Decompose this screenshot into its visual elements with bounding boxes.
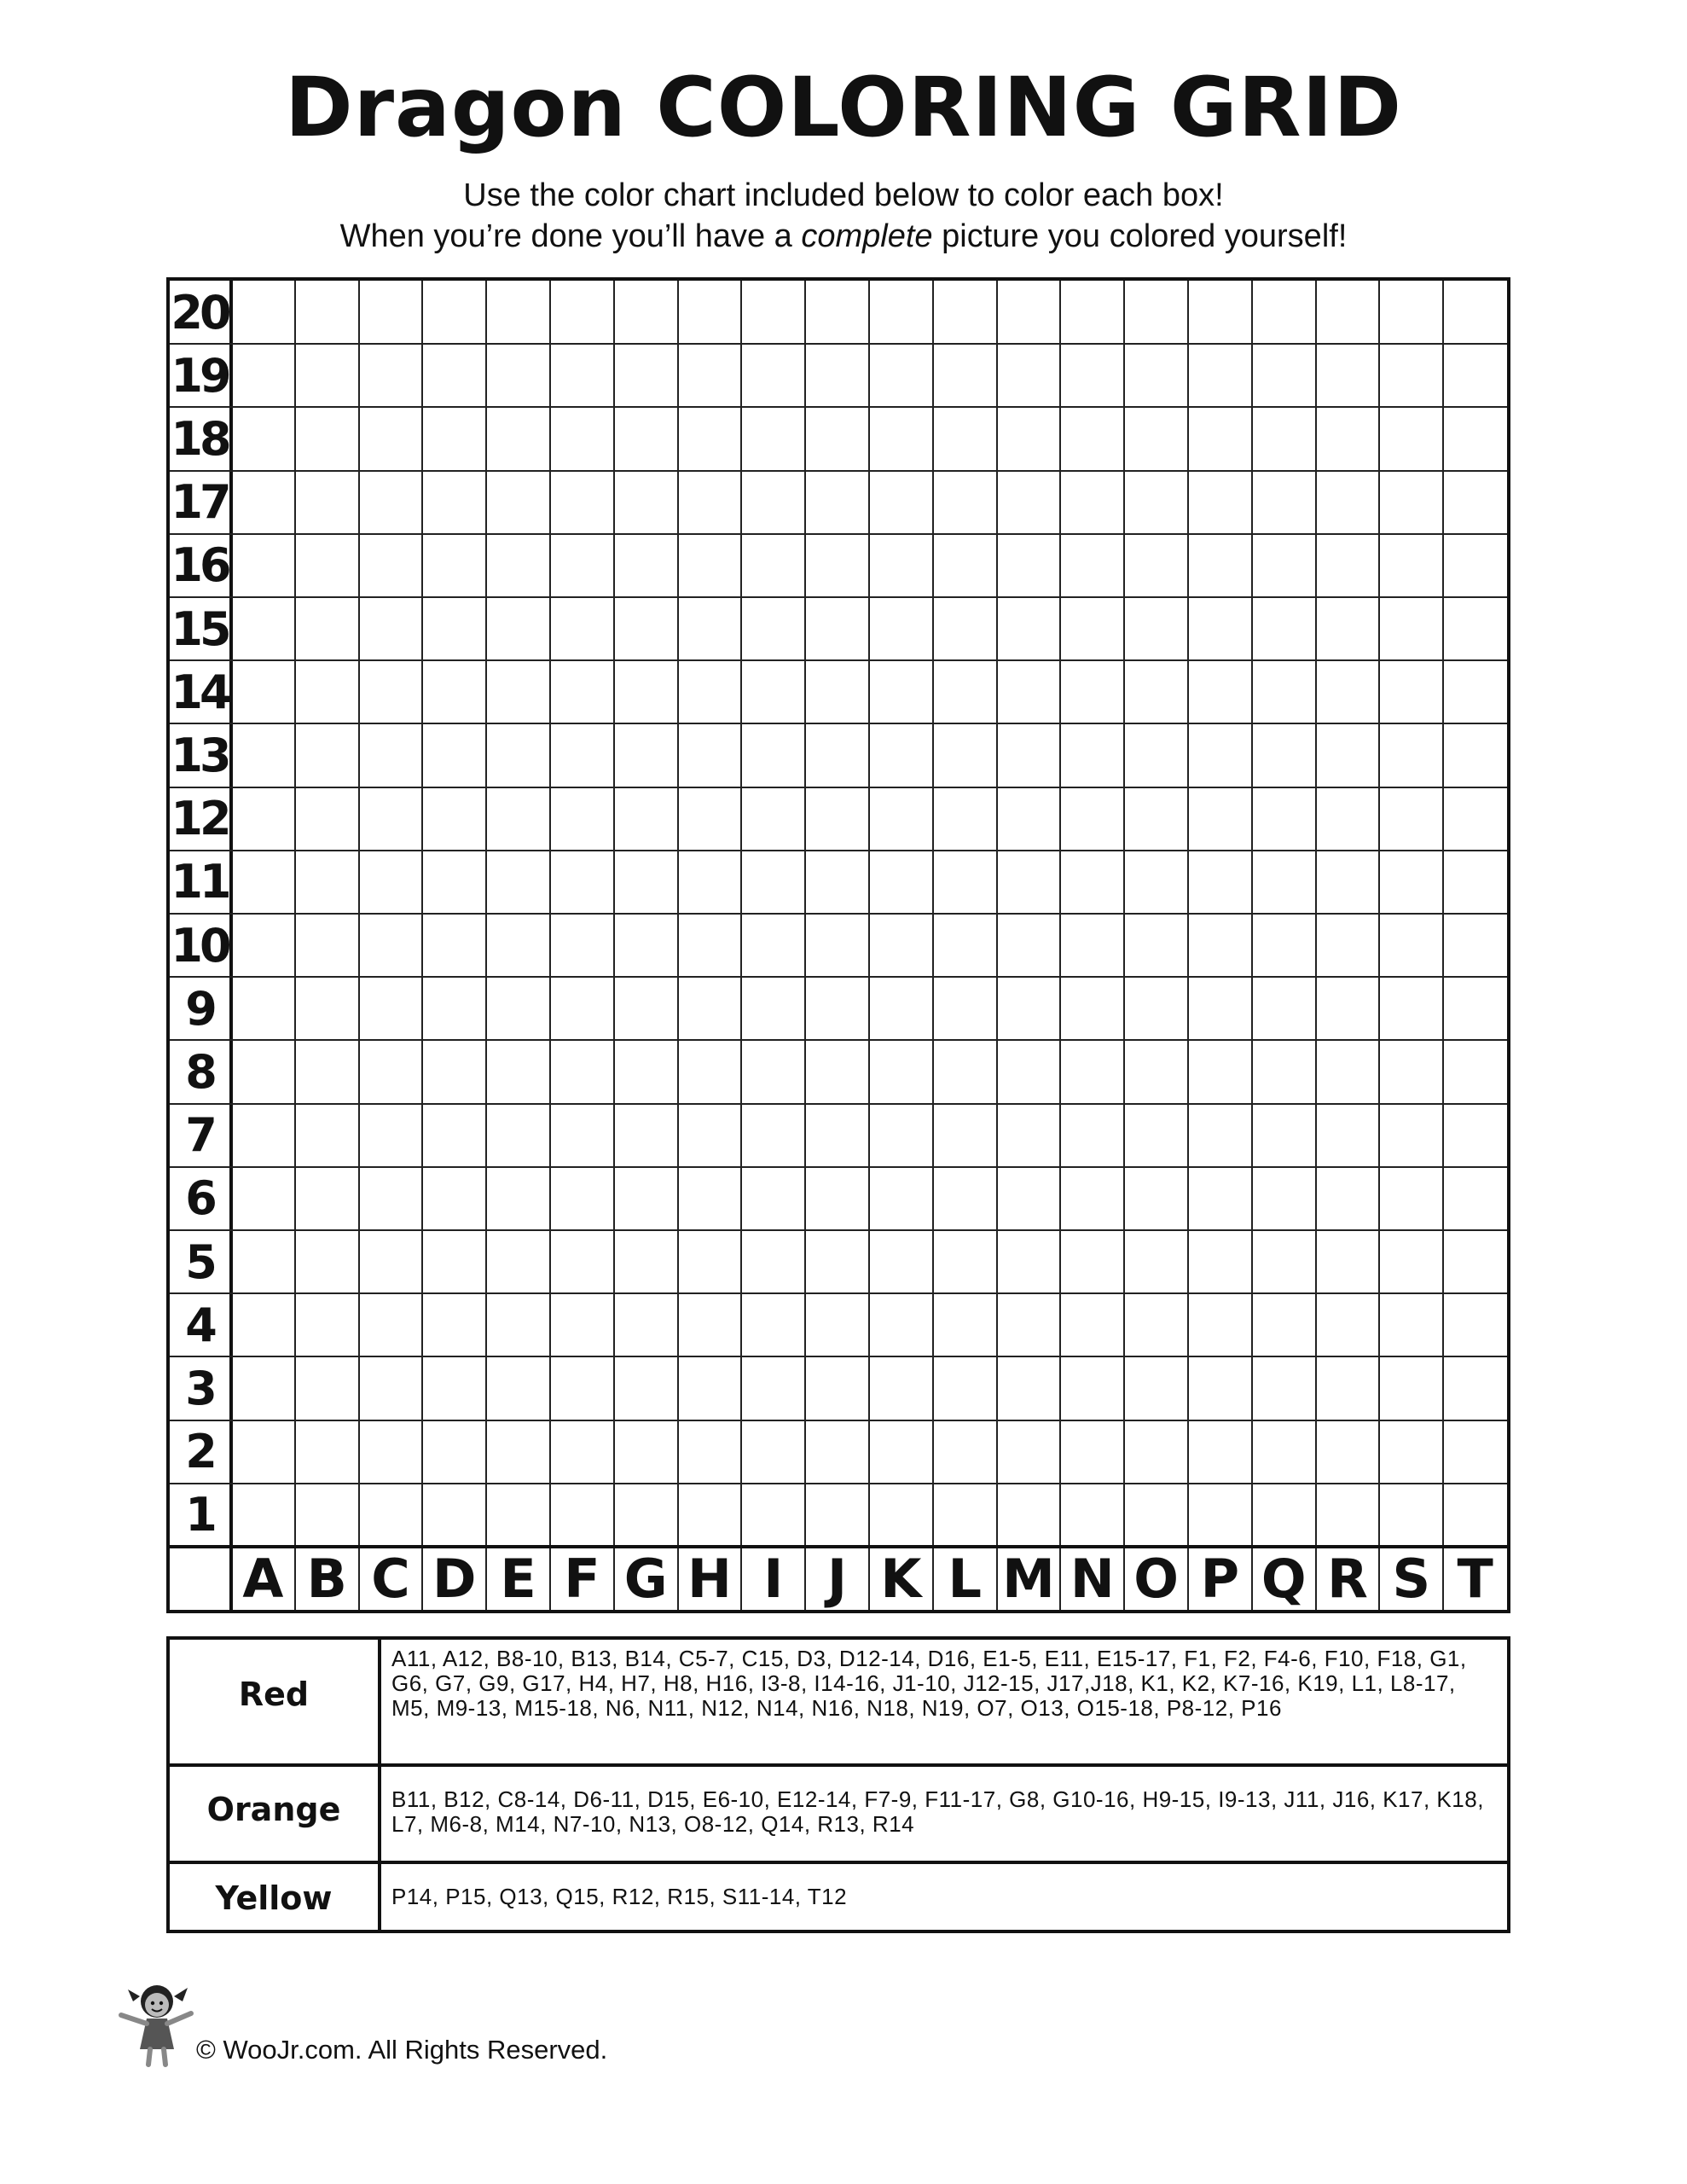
column-label: M xyxy=(1002,1547,1055,1610)
grid-column-line xyxy=(677,281,679,1610)
grid-column-line xyxy=(1059,281,1061,1610)
row-label: 12 xyxy=(171,792,229,846)
column-label: I xyxy=(763,1547,784,1610)
grid-column-line xyxy=(294,281,296,1610)
row-label: 8 xyxy=(185,1044,214,1099)
row-label: 1 xyxy=(185,1488,214,1542)
grid-row-line xyxy=(170,1103,1507,1105)
grid-column-line xyxy=(932,281,934,1610)
grid-column-line xyxy=(358,281,360,1610)
row-label: 2 xyxy=(185,1425,214,1479)
grid-column-line xyxy=(1251,281,1253,1610)
row-label: 4 xyxy=(185,1298,214,1352)
instruction-line-2 xyxy=(0,218,1687,255)
column-label: P xyxy=(1200,1547,1240,1610)
row-label: 11 xyxy=(171,855,229,909)
column-label: L xyxy=(948,1547,982,1610)
grid-column-line xyxy=(1187,281,1189,1610)
grid-column-line xyxy=(868,281,870,1610)
color-chart xyxy=(166,1636,1510,1933)
legend-color-name: Orange xyxy=(170,1767,381,1861)
grid-column-divider xyxy=(229,281,233,1610)
column-label: E xyxy=(500,1547,536,1610)
grid-row-line xyxy=(170,406,1507,408)
grid-row-line xyxy=(170,1483,1507,1484)
instruction-emphasis: complete xyxy=(801,218,933,254)
grid-column-line xyxy=(1442,281,1444,1610)
grid-column-line xyxy=(996,281,998,1610)
row-label: 9 xyxy=(185,981,214,1036)
column-label: H xyxy=(687,1547,732,1610)
column-label: R xyxy=(1327,1547,1368,1610)
legend-row-red xyxy=(170,1640,1507,1763)
grid-row-line xyxy=(170,596,1507,598)
column-label: F xyxy=(564,1547,600,1610)
instruction-line-1: Use the color chart included below to color each box! xyxy=(463,177,1224,213)
grid-column-line xyxy=(1123,281,1125,1610)
row-label: 18 xyxy=(171,411,229,466)
grid-row-line xyxy=(170,470,1507,472)
grid-column-line xyxy=(421,281,423,1610)
row-label: 19 xyxy=(171,348,229,403)
row-label: 6 xyxy=(185,1171,214,1226)
column-label: K xyxy=(880,1547,922,1610)
girl-mascot-icon xyxy=(109,1978,203,2071)
row-label: 7 xyxy=(185,1108,214,1163)
row-label: 3 xyxy=(185,1361,214,1415)
row-label: 5 xyxy=(185,1234,214,1289)
column-label: Q xyxy=(1261,1547,1307,1610)
copyright-notice: © WooJr.com. All Rights Reserved. xyxy=(196,2035,608,2065)
row-label: 10 xyxy=(171,918,229,973)
column-label: D xyxy=(432,1547,477,1610)
grid-row-line xyxy=(170,1039,1507,1041)
column-label: T xyxy=(1457,1547,1493,1610)
grid-row-line xyxy=(170,913,1507,915)
grid-row-line xyxy=(170,1166,1507,1168)
grid-row-line xyxy=(170,850,1507,851)
grid-row-line xyxy=(170,1356,1507,1357)
row-label: 15 xyxy=(171,601,229,656)
column-label: O xyxy=(1133,1547,1179,1610)
grid-column-line xyxy=(740,281,742,1610)
grid-row-line xyxy=(170,659,1507,661)
grid-row-line xyxy=(170,533,1507,535)
row-label: 16 xyxy=(171,538,229,593)
grid-row-line xyxy=(170,1292,1507,1294)
grid-row-line xyxy=(170,976,1507,978)
grid-row-line xyxy=(170,787,1507,788)
row-label: 14 xyxy=(171,665,229,719)
legend-cells: A11, A12, B8-10, B13, B14, C5-7, C15, D3, D12-14, D16, E1-5, E11, E15-17, F1, F2, F4-6, F10, F18, G1, G6, G7, G9, G17, H4, H7, H8, H16, I3-8, I14-16, J1-10, J12-15, J17,J18, K1, K2, K7-16, K19, L1, L8-17, M5, M9-13, M15-18, N6, N11, N12, N14, N16, N18, N19, O7, O13, O15-18, P8-12, P16 xyxy=(391,1646,1467,1721)
instruction-line-2-end: picture you colored yourself! xyxy=(932,218,1348,254)
column-label: J xyxy=(827,1547,848,1610)
column-label: N xyxy=(1070,1547,1115,1610)
row-label: 20 xyxy=(171,285,229,340)
grid-row-line xyxy=(170,1420,1507,1421)
row-label: 13 xyxy=(171,728,229,782)
legend-cells: P14, P15, Q13, Q15, R12, R15, S11-14, T12 xyxy=(391,1884,848,1909)
legend-row-orange xyxy=(170,1763,1507,1861)
grid-row-line xyxy=(170,343,1507,345)
grid-row-line xyxy=(170,723,1507,724)
legend-row-yellow xyxy=(170,1861,1507,1931)
instruction-line-2-start: When you’re done you’ll have a xyxy=(339,218,802,254)
column-label: B xyxy=(306,1547,347,1610)
column-label: A xyxy=(242,1547,284,1610)
grid-column-line xyxy=(804,281,806,1610)
legend-cells: B11, B12, C8-14, D6-11, D15, E6-10, E12-14, F7-9, F11-17, G8, G10-16, H9-15, I9-13, J11, J16, K17, K18, L7, M6-8, M14, N7-10, N13, O8-12, Q14, R13, R14 xyxy=(391,1786,1484,1837)
grid-column-line xyxy=(485,281,487,1610)
legend-color-name: Yellow xyxy=(170,1864,381,1931)
column-label: C xyxy=(371,1547,410,1610)
grid-column-line xyxy=(613,281,615,1610)
grid-column-line xyxy=(1315,281,1317,1610)
coloring-grid xyxy=(166,277,1510,1613)
grid-column-line xyxy=(1378,281,1380,1610)
column-label: S xyxy=(1392,1547,1431,1610)
page-title: Dragon COLORING GRID xyxy=(285,60,1402,155)
column-label: G xyxy=(623,1547,668,1610)
grid-column-line xyxy=(549,281,551,1610)
row-label: 17 xyxy=(171,475,229,530)
legend-color-name: Red xyxy=(170,1640,381,1763)
grid-row-line xyxy=(170,1229,1507,1231)
